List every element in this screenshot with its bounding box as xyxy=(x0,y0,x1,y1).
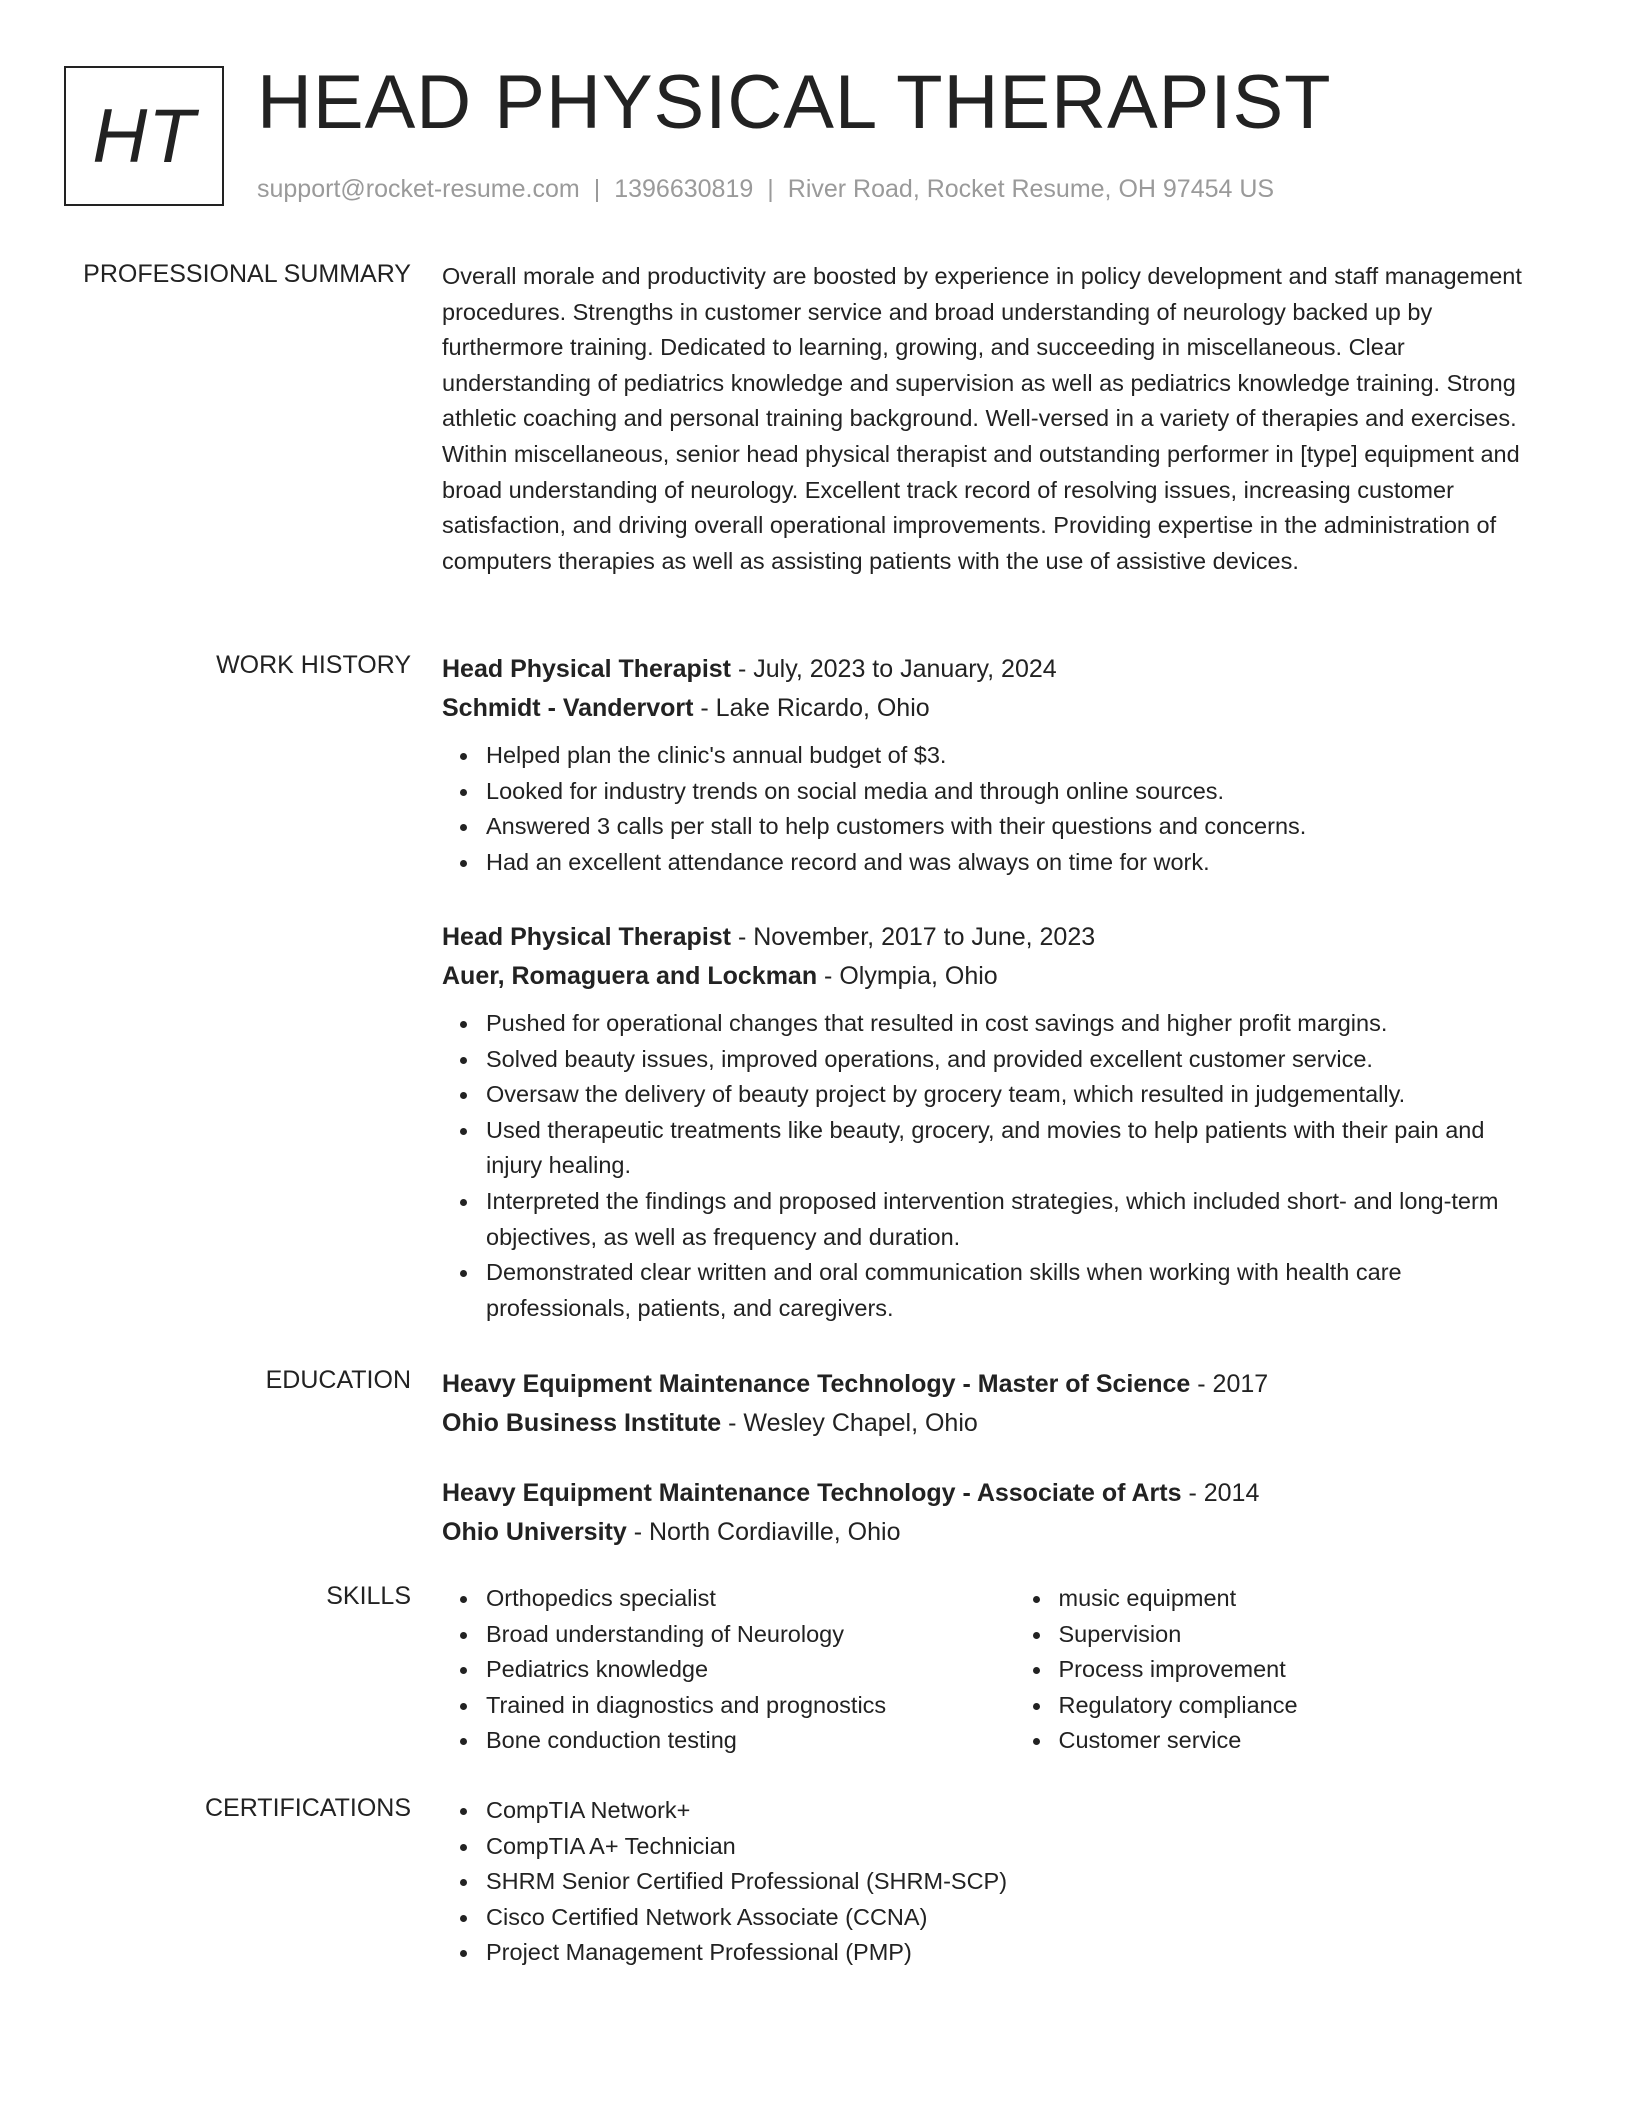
list-item: Supervision xyxy=(1059,1617,1543,1653)
job-dates: - November, 2017 to June, 2023 xyxy=(731,923,1096,951)
education-degree: Heavy Equipment Maintenance Technology - Associate of Arts xyxy=(442,1479,1182,1507)
section-title-certifications: CERTIFICATIONS xyxy=(204,1794,411,1822)
list-item: Process improvement xyxy=(1059,1652,1543,1688)
education-school-line xyxy=(442,1513,1542,1552)
list-item: Answered 3 calls per stall to help customers with their questions and concerns. xyxy=(486,809,1542,845)
list-item: Broad understanding of Neurology xyxy=(486,1617,970,1653)
skills-columns xyxy=(442,1581,1542,1759)
list-item: Demonstrated clear written and oral communication skills when working with health care professionals, patients, and caregivers. xyxy=(486,1255,1542,1326)
skills-body xyxy=(442,1581,1542,1759)
resume-name: HEAD PHYSICAL THERAPIST xyxy=(257,60,1332,145)
section-title-work: WORK HISTORY xyxy=(216,651,411,679)
list-item: CompTIA A+ Technician xyxy=(486,1829,1542,1865)
education-degree-line xyxy=(442,1365,1542,1404)
list-item: Regulatory compliance xyxy=(1059,1688,1543,1724)
list-item: Had an excellent attendance record and was always on time for work. xyxy=(486,845,1542,881)
job-company-line xyxy=(442,957,1542,996)
education-degree: Heavy Equipment Maintenance Technology - Master of Science xyxy=(442,1370,1191,1398)
job-company: Schmidt - Vandervort xyxy=(442,694,694,722)
job-company-line xyxy=(442,689,1542,728)
job-company: Auer, Romaguera and Lockman xyxy=(442,962,818,990)
list-item: Looked for industry trends on social media and through online sources. xyxy=(486,774,1542,810)
skills-column-2 xyxy=(1015,1581,1543,1759)
summary-text: Overall morale and productivity are boosted by experience in policy development and staff management procedures. Strengths in customer service and broad understanding of neurology backed up by furthermore training. Dedicated to learning, growing, and succeeding in miscellaneous. Clear understanding of pediatrics knowledge and supervision as well as pediatrics knowledge training. Strong athletic coaching and personal training background. Well-versed in a variety of therapies and exercises. Within miscellaneous, senior head physical therapist and outstanding performer in [type] equipment and broad understanding of neurology. Excellent track record of resolving issues, increasing customer satisfaction, and driving overall operational improvements. Providing expertise in the administration of computers therapies as well as assisting patients with the use of assistive devices. xyxy=(442,263,1522,574)
section-title-skills: SKILLS xyxy=(326,1582,411,1610)
education-school-line xyxy=(442,1404,1542,1443)
contact-phone[interactable]: 1396630819 xyxy=(614,175,754,203)
job-entry xyxy=(442,650,1542,880)
job-bullets xyxy=(442,1006,1542,1326)
education-year: - 2017 xyxy=(1190,1370,1269,1398)
job-bullets xyxy=(442,738,1542,880)
job-title-line xyxy=(442,918,1542,957)
list-item: Project Management Professional (PMP) xyxy=(486,1935,1542,1971)
job-dates: - July, 2023 to January, 2024 xyxy=(731,655,1057,683)
skills-column-1 xyxy=(442,1581,970,1759)
education-school: Ohio Business Institute xyxy=(442,1409,722,1437)
list-item: Customer service xyxy=(1059,1723,1543,1759)
education-body xyxy=(442,1365,1542,1443)
contact-email[interactable]: support@rocket-resume.com xyxy=(257,175,580,203)
contact-separator: | xyxy=(767,175,774,203)
education-degree-line xyxy=(442,1474,1542,1513)
section-title-summary: PROFESSIONAL SUMMARY xyxy=(83,260,411,288)
job-location: - Olympia, Ohio xyxy=(817,962,998,990)
monogram-box xyxy=(64,66,224,206)
list-item: Orthopedics specialist xyxy=(486,1581,970,1617)
contact-line xyxy=(257,174,1274,204)
job-location: - Lake Ricardo, Ohio xyxy=(693,694,930,722)
list-item: Trained in diagnostics and prognostics xyxy=(486,1688,970,1724)
list-item: Solved beauty issues, improved operations, and provided excellent customer service. xyxy=(486,1042,1542,1078)
job-title: Head Physical Therapist xyxy=(442,655,732,683)
education-location: - Wesley Chapel, Ohio xyxy=(721,1409,978,1437)
list-item: Interpreted the findings and proposed intervention strategies, which included short- and long-term objectives, as well as frequency and duration. xyxy=(486,1184,1542,1255)
education-school: Ohio University xyxy=(442,1518,627,1546)
section-title-education: EDUCATION xyxy=(265,1366,411,1394)
certifications-body xyxy=(442,1793,1542,1971)
list-item: SHRM Senior Certified Professional (SHRM-SCP) xyxy=(486,1864,1542,1900)
certifications-list xyxy=(442,1793,1542,1971)
contact-separator: | xyxy=(593,175,601,203)
list-item: Oversaw the delivery of beauty project by grocery team, which resulted in judgementally. xyxy=(486,1077,1542,1113)
list-item: Bone conduction testing xyxy=(486,1723,970,1759)
work-body xyxy=(442,650,1542,880)
list-item: CompTIA Network+ xyxy=(486,1793,1542,1829)
list-item: Used therapeutic treatments like beauty, grocery, and movies to help patients with their pain and injury healing. xyxy=(486,1113,1542,1184)
work-body xyxy=(442,918,1542,1326)
contact-address: River Road, Rocket Resume, OH 97454 US xyxy=(787,175,1275,203)
list-item: Pushed for operational changes that resulted in cost savings and higher profit margins. xyxy=(486,1006,1542,1042)
list-item: Cisco Certified Network Associate (CCNA) xyxy=(486,1900,1542,1936)
summary-body xyxy=(442,259,1542,579)
list-item: Pediatrics knowledge xyxy=(486,1652,970,1688)
list-item: music equipment xyxy=(1059,1581,1543,1617)
monogram-initials: HT xyxy=(92,93,196,179)
education-location: - North Cordiaville, Ohio xyxy=(626,1518,901,1546)
job-title: Head Physical Therapist xyxy=(442,923,732,951)
list-item: Helped plan the clinic's annual budget of $3. xyxy=(486,738,1542,774)
job-title-line xyxy=(442,650,1542,689)
job-entry xyxy=(442,918,1542,1326)
education-body xyxy=(442,1474,1542,1552)
education-year: - 2014 xyxy=(1181,1479,1260,1507)
